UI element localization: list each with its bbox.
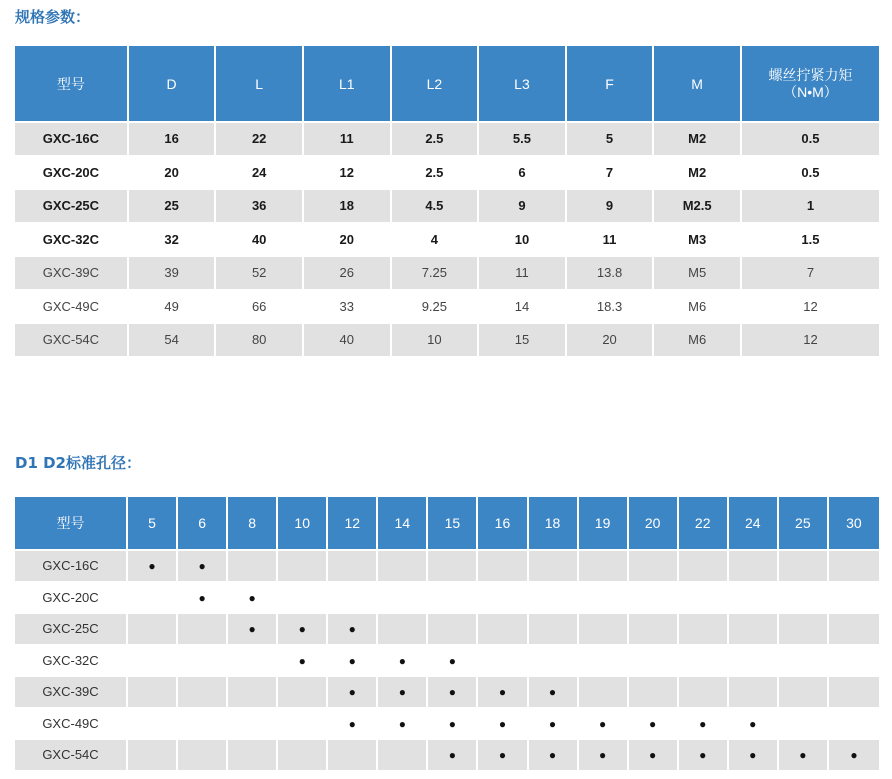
bore-cell	[328, 707, 378, 739]
bore-cell	[178, 738, 228, 770]
bore-cell	[779, 549, 829, 581]
spec-value-cell: 39	[129, 255, 217, 289]
bore-cell	[278, 644, 328, 676]
bore-cell	[829, 581, 879, 613]
spec-value-cell: M2	[654, 155, 742, 189]
bore-cell	[178, 581, 228, 613]
bore-cell	[328, 581, 378, 613]
availability-dot-icon: ●	[248, 622, 256, 637]
spec-value-cell: 13.8	[567, 255, 655, 289]
bore-cell	[328, 612, 378, 644]
bore-cell	[428, 612, 478, 644]
bore-header-size: 24	[729, 497, 779, 549]
spec-value-cell: 5	[567, 121, 655, 155]
bore-header-size: 8	[228, 497, 278, 549]
bore-cell	[579, 612, 629, 644]
bore-cell	[779, 612, 829, 644]
bore-cell	[478, 675, 528, 707]
spec-value-cell: 7	[742, 255, 879, 289]
bore-cell	[829, 738, 879, 770]
availability-dot-icon: ●	[348, 685, 356, 700]
bore-cell	[128, 707, 178, 739]
spec-value-cell: 2.5	[392, 155, 480, 189]
bore-model-cell: GXC-32C	[15, 644, 128, 676]
bore-cell	[829, 644, 879, 676]
bore-cell	[679, 644, 729, 676]
bore-cell	[378, 581, 428, 613]
bore-cell	[428, 644, 478, 676]
bore-cell	[128, 612, 178, 644]
spec-value-cell: 12	[742, 322, 879, 356]
spec-value-cell: 20	[567, 322, 655, 356]
bore-cell	[178, 675, 228, 707]
spec-value-cell: 6	[479, 155, 567, 189]
header-d: D	[129, 46, 217, 121]
bore-row	[15, 581, 879, 613]
bore-cell	[128, 644, 178, 676]
spec-value-cell: 14	[479, 289, 567, 323]
spec-section-title: 规格参数：	[15, 8, 91, 26]
availability-dot-icon: ●	[148, 559, 156, 574]
availability-dot-icon: ●	[799, 748, 807, 763]
header-model: 型号	[15, 46, 129, 121]
bore-header-size: 20	[629, 497, 679, 549]
bore-cell	[278, 707, 328, 739]
bore-header-size: 15	[428, 497, 478, 549]
availability-dot-icon: ●	[198, 590, 206, 605]
bore-cell	[478, 549, 528, 581]
bore-cell	[128, 549, 178, 581]
availability-dot-icon: ●	[448, 716, 457, 731]
bore-cell	[779, 738, 829, 770]
availability-dot-icon: ●	[548, 685, 557, 700]
bore-cell	[478, 738, 528, 770]
bore-cell	[579, 675, 629, 707]
spec-value-cell: 7.25	[392, 255, 480, 289]
bore-cell	[128, 675, 178, 707]
header-m: M	[654, 46, 742, 121]
spec-value-cell: 2.5	[392, 121, 480, 155]
bore-cell	[729, 581, 779, 613]
bore-header-size: 16	[478, 497, 528, 549]
bore-model-cell: GXC-20C	[15, 581, 128, 613]
spec-value-cell: M2.5	[654, 188, 742, 222]
availability-dot-icon: ●	[749, 716, 757, 731]
bore-cell	[228, 581, 278, 613]
header-torque-unit: （N•M）	[783, 83, 838, 100]
availability-dot-icon: ●	[548, 748, 557, 763]
bore-cell	[629, 549, 679, 581]
availability-dot-icon: ●	[749, 748, 757, 763]
bore-cell	[428, 581, 478, 613]
bore-cell	[278, 549, 328, 581]
bore-cell	[729, 612, 779, 644]
bore-cell	[829, 707, 879, 739]
bore-header-model: 型号	[15, 497, 128, 549]
availability-dot-icon: ●	[548, 716, 557, 731]
bore-cell	[378, 549, 428, 581]
bore-cell	[779, 581, 829, 613]
availability-dot-icon: ●	[498, 748, 507, 763]
spec-value-cell: 40	[216, 222, 304, 256]
bore-cell	[478, 612, 528, 644]
spec-row	[15, 222, 879, 256]
availability-dot-icon: ●	[348, 653, 356, 668]
spec-value-cell: M2	[654, 121, 742, 155]
spec-value-cell: M5	[654, 255, 742, 289]
bore-cell	[128, 738, 178, 770]
bore-model-cell: GXC-39C	[15, 675, 128, 707]
spec-value-cell: 49	[129, 289, 217, 323]
availability-dot-icon: ●	[649, 716, 657, 731]
bore-cell	[529, 707, 579, 739]
spec-value-cell: 4.5	[392, 188, 480, 222]
bore-cell	[679, 581, 729, 613]
bore-cell	[779, 675, 829, 707]
bore-row	[15, 612, 879, 644]
header-l3: L3	[479, 46, 567, 121]
availability-dot-icon: ●	[448, 748, 457, 763]
spec-model-cell: GXC-54C	[15, 322, 129, 356]
bore-cell	[328, 738, 378, 770]
header-l1: L1	[304, 46, 392, 121]
header-torque-label: 螺丝拧紧力矩	[768, 66, 853, 83]
spec-value-cell: 0.5	[742, 155, 879, 189]
bore-cell	[478, 707, 528, 739]
bore-cell	[579, 644, 629, 676]
bore-header-size: 5	[128, 497, 178, 549]
bore-cell	[779, 644, 829, 676]
bore-cell	[629, 707, 679, 739]
availability-dot-icon: ●	[398, 653, 406, 668]
availability-dot-icon: ●	[348, 716, 356, 731]
bore-cell	[278, 738, 328, 770]
spec-value-cell: 25	[129, 188, 217, 222]
spec-value-cell: 22	[216, 121, 304, 155]
spec-model-cell: GXC-25C	[15, 188, 129, 222]
spec-value-cell: 12	[304, 155, 392, 189]
bore-cell	[228, 612, 278, 644]
spec-value-cell: 0.5	[742, 121, 879, 155]
spec-value-cell: 16	[129, 121, 217, 155]
availability-dot-icon: ●	[498, 716, 507, 731]
bore-cell	[729, 675, 779, 707]
availability-dot-icon: ●	[248, 590, 256, 605]
bore-model-cell: GXC-16C	[15, 549, 128, 581]
spec-value-cell: 52	[216, 255, 304, 289]
bore-cell	[278, 581, 328, 613]
availability-dot-icon: ●	[498, 685, 507, 700]
bore-cell	[228, 549, 278, 581]
spec-value-cell: 4	[392, 222, 480, 256]
availability-dot-icon: ●	[598, 748, 607, 763]
bore-cell	[829, 612, 879, 644]
spec-value-cell: 32	[129, 222, 217, 256]
bore-cell	[228, 675, 278, 707]
spec-value-cell: 9.25	[392, 289, 480, 323]
bore-cell	[428, 707, 478, 739]
availability-dot-icon: ●	[298, 622, 306, 637]
spec-value-cell: 20	[304, 222, 392, 256]
spec-value-cell: M6	[654, 289, 742, 323]
bore-header-size: 19	[579, 497, 629, 549]
availability-dot-icon: ●	[448, 685, 457, 700]
spec-value-cell: 33	[304, 289, 392, 323]
bore-header-size: 25	[779, 497, 829, 549]
bore-cell	[178, 644, 228, 676]
spec-row	[15, 121, 879, 155]
bore-cell	[729, 644, 779, 676]
spec-value-cell: 40	[304, 322, 392, 356]
bore-header-size: 18	[529, 497, 579, 549]
spec-value-cell: 12	[742, 289, 879, 323]
bore-row	[15, 549, 879, 581]
bore-row	[15, 644, 879, 676]
bore-cell	[729, 707, 779, 739]
bore-cell	[478, 644, 528, 676]
availability-dot-icon: ●	[649, 748, 657, 763]
header-l: L	[216, 46, 304, 121]
bore-cell	[779, 707, 829, 739]
bore-cell	[378, 612, 428, 644]
spec-value-cell: 10	[479, 222, 567, 256]
bore-cell	[729, 738, 779, 770]
bore-cell	[328, 549, 378, 581]
bore-cell	[178, 612, 228, 644]
spec-value-cell: 9	[479, 188, 567, 222]
spec-model-cell: GXC-20C	[15, 155, 129, 189]
spec-table	[15, 46, 879, 356]
spec-model-cell: GXC-32C	[15, 222, 129, 256]
bore-cell	[378, 707, 428, 739]
bore-header-size: 12	[328, 497, 378, 549]
bore-cell	[529, 612, 579, 644]
bore-cell	[529, 644, 579, 676]
bore-row	[15, 707, 879, 739]
bore-cell	[278, 612, 328, 644]
spec-value-cell: 1.5	[742, 222, 879, 256]
bore-header-row	[15, 497, 879, 549]
bore-cell	[579, 549, 629, 581]
header-torque	[742, 46, 879, 121]
availability-dot-icon: ●	[398, 685, 406, 700]
bore-cell	[679, 707, 729, 739]
bore-section-title: D1 D2标准孔径：	[15, 454, 141, 472]
bore-cell	[679, 612, 729, 644]
spec-value-cell: 26	[304, 255, 392, 289]
bore-header-size: 6	[178, 497, 228, 549]
spec-row	[15, 322, 879, 356]
availability-dot-icon: ●	[298, 653, 306, 668]
spec-value-cell: M6	[654, 322, 742, 356]
bore-cell	[629, 738, 679, 770]
spec-value-cell: 24	[216, 155, 304, 189]
spec-value-cell: 1	[742, 188, 879, 222]
spec-model-cell: GXC-39C	[15, 255, 129, 289]
spec-value-cell: 80	[216, 322, 304, 356]
bore-header-size: 30	[829, 497, 879, 549]
spec-value-cell: 5.5	[479, 121, 567, 155]
spec-value-cell: 66	[216, 289, 304, 323]
spec-value-cell: 18.3	[567, 289, 655, 323]
spec-value-cell: 18	[304, 188, 392, 222]
bore-cell	[629, 612, 679, 644]
bore-cell	[178, 549, 228, 581]
availability-dot-icon: ●	[398, 716, 406, 731]
bore-cell	[228, 644, 278, 676]
spec-value-cell: 20	[129, 155, 217, 189]
bore-cell	[829, 549, 879, 581]
spec-value-cell: 10	[392, 322, 480, 356]
bore-header-size: 14	[378, 497, 428, 549]
bore-cell	[579, 707, 629, 739]
bore-cell	[529, 738, 579, 770]
bore-cell	[529, 549, 579, 581]
spec-value-cell: 15	[479, 322, 567, 356]
spec-model-cell: GXC-16C	[15, 121, 129, 155]
bore-cell	[729, 549, 779, 581]
spec-value-cell: 11	[304, 121, 392, 155]
spec-value-cell: 54	[129, 322, 217, 356]
bore-row	[15, 675, 879, 707]
bore-cell	[428, 675, 478, 707]
availability-dot-icon: ●	[448, 653, 457, 668]
header-f: F	[567, 46, 655, 121]
bore-model-cell: GXC-54C	[15, 738, 128, 770]
bore-row	[15, 738, 879, 770]
spec-model-cell: GXC-49C	[15, 289, 129, 323]
bore-cell	[629, 675, 679, 707]
bore-cell	[679, 738, 729, 770]
bore-cell	[278, 675, 328, 707]
bore-cell	[629, 581, 679, 613]
spec-row	[15, 155, 879, 189]
bore-cell	[428, 738, 478, 770]
bore-cell	[579, 738, 629, 770]
spec-header-row	[15, 46, 879, 121]
spec-value-cell: 36	[216, 188, 304, 222]
header-l2: L2	[392, 46, 480, 121]
availability-dot-icon: ●	[598, 716, 607, 731]
bore-cell	[328, 644, 378, 676]
bore-cell	[128, 581, 178, 613]
bore-cell	[428, 549, 478, 581]
bore-table	[15, 497, 879, 770]
bore-cell	[328, 675, 378, 707]
bore-cell	[478, 581, 528, 613]
bore-cell	[178, 707, 228, 739]
bore-cell	[378, 738, 428, 770]
spec-value-cell: 11	[479, 255, 567, 289]
bore-cell	[378, 644, 428, 676]
spec-value-cell: 7	[567, 155, 655, 189]
bore-cell	[228, 738, 278, 770]
availability-dot-icon: ●	[348, 622, 356, 637]
spec-value-cell: M3	[654, 222, 742, 256]
bore-cell	[679, 675, 729, 707]
availability-dot-icon: ●	[699, 716, 707, 731]
bore-cell	[378, 675, 428, 707]
availability-dot-icon: ●	[699, 748, 707, 763]
bore-cell	[679, 549, 729, 581]
bore-cell	[529, 581, 579, 613]
bore-header-size: 22	[679, 497, 729, 549]
bore-model-cell: GXC-25C	[15, 612, 128, 644]
bore-cell	[629, 644, 679, 676]
bore-cell	[228, 707, 278, 739]
bore-cell	[529, 675, 579, 707]
bore-cell	[829, 675, 879, 707]
spec-row	[15, 255, 879, 289]
spec-value-cell: 9	[567, 188, 655, 222]
bore-cell	[579, 581, 629, 613]
spec-value-cell: 11	[567, 222, 655, 256]
bore-header-size: 10	[278, 497, 328, 549]
spec-row	[15, 289, 879, 323]
availability-dot-icon: ●	[850, 748, 858, 763]
availability-dot-icon: ●	[198, 559, 206, 574]
spec-row	[15, 188, 879, 222]
bore-model-cell: GXC-49C	[15, 707, 128, 739]
